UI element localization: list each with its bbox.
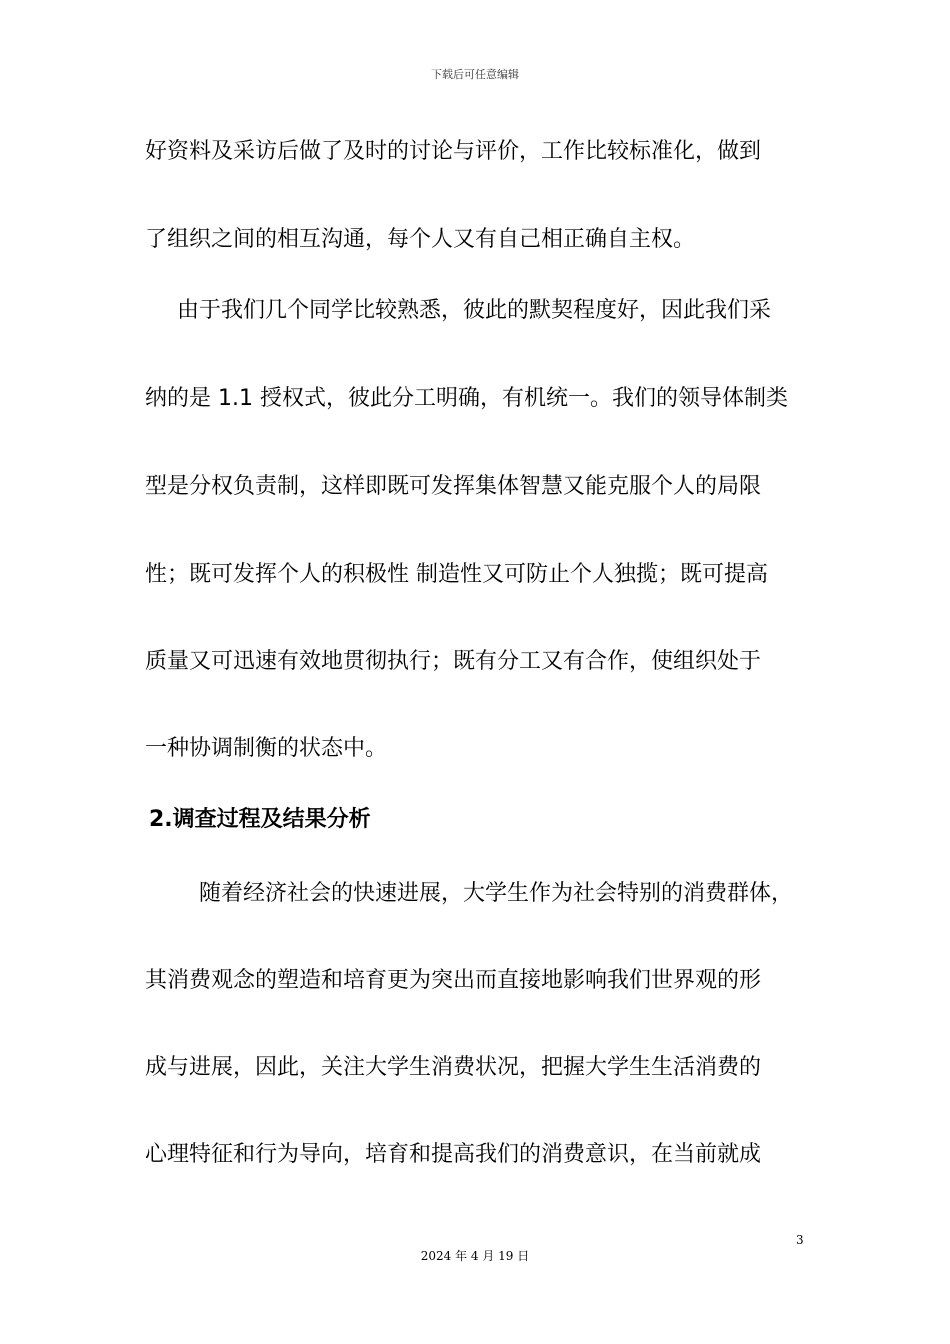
section-heading: 2.调查过程及结果分析 xyxy=(149,807,371,832)
body-line: 一种协调制衡的状态中。 xyxy=(145,736,388,761)
body-line: 型是分权负责制，这样即既可发挥集体智慧又能克服个人的局限 xyxy=(145,474,762,499)
body-line: 了组织之间的相互沟通，每个人又有自己相正确自主权。 xyxy=(145,227,696,252)
body-line: 纳的是 1.1 授权式，彼此分工明确，有机统一。我们的领导体制类 xyxy=(145,386,788,411)
page-header: 下载后可任意编辑 xyxy=(431,68,519,81)
paragraph-first-line: 由于我们几个同学比较熟悉，彼此的默契程度好，因此我们采 xyxy=(177,298,772,323)
body-line: 质量又可迅速有效地贯彻执行；既有分工又有合作，使组织处于 xyxy=(145,649,762,674)
body-line: 其消费观念的塑造和培育更为突出而直接地影响我们世界观的形 xyxy=(145,968,762,993)
footer-date: 2024 年 4 月 19 日 xyxy=(420,1249,530,1263)
body-line: 心理特征和行为导向，培育和提高我们的消费意识，在当前就成 xyxy=(145,1142,762,1167)
paragraph-first-line: 随着经济社会的快速进展，大学生作为社会特别的消费群体， xyxy=(199,881,794,906)
body-line: 好资料及采访后做了及时的讨论与评价，工作比较标准化，做到 xyxy=(145,139,762,164)
page-number: 3 xyxy=(796,1233,804,1247)
body-line: 成与进展，因此，关注大学生消费状况，把握大学生生活消费的 xyxy=(145,1055,762,1080)
body-line: 性；既可发挥个人的积极性 制造性又可防止个人独揽；既可提高 xyxy=(145,562,768,587)
